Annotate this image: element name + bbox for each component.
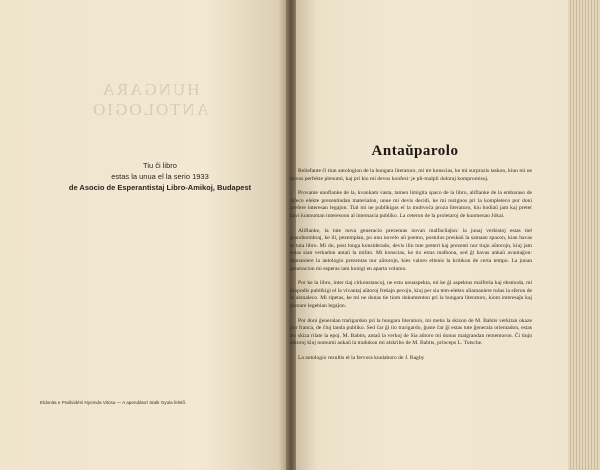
paragraph: La antologio rezultis el la fervora kunlaboro de J. Bagby: [298, 354, 425, 361]
imprint-line-3: de Asocio de Esperantistaj Libro-Amikoj, Budapest: [68, 183, 252, 192]
paragraph: Reliefante ĉi tiun antologion de la hungara literaturo, mi tre konscias, ke mi surprazis taskon, kiun mi ne povos perfekte plenumi, kaj pri kio mi devos konfesi: je pli-malpli doloraj kompromisoj.: [290, 168, 532, 182]
imprint-block: [40, 160, 280, 193]
paragraph: Por doni ĝeneralan trarigardon pri la hungara literaturo, mi metis la skizon de M. Babits verkitan okaze por franca, de ĉiuj landa publiko. Sed ĉar ĝi tio trarigardo, ĝuste ĉar ĝi estas tute ĝenerala orientadon, estas tro skiza rilate la epoj. M. Babits, antaŭ la verkoj de Sia aŭtoro mi donus malgrandan rememoron. Ĉi tiujn aŭtoroj kiuj nomumi ankaŭ la tradukon mi alskribo de M. Babits, princeps L. Tutsche.: [290, 317, 532, 347]
paragraph: Por ke la libro, inter tiaj cirkonstancoj, ne estu unuaspekta, mi ke ĝi aspektus malfreŝa kaj eksmoda, mi klopodis publikigi el la vivantaj aŭtoroj freŝajn pecojn, kiuj per sia tem-elekto aliamaniere tuŝas la sferon de la aktualeco. Mi ripetas, ke mi ne donas tie tiom dokumenton pri la hungara literaturo, kiom interesaĵn kaj plezure legeblan legaĵon.: [290, 280, 532, 309]
preface-text: [290, 168, 532, 362]
page-edges: [568, 0, 600, 470]
imprint-line-1: Tiu ĉi libro: [143, 161, 177, 170]
imprint-line-2: estas la unua el la serio 1933: [111, 172, 209, 181]
left-page: [0, 0, 290, 470]
printer-footer: Eldonita e Prašvidéni Nyomda Vitcsa — A apendátori Stalk Gyula felelő.: [40, 400, 187, 405]
paragraph: Provante unuflanke de la, kvankam vasta, tamen limigita spaco de la libro, aliflanke de la embaraso de riĉeco elekte prezentindan materialon, unue mi devis decidi, ke mi rezignos pri la kompleteco por doni prefere interesan legaĵon. Tial mi ne publikigas el la multvoĉa proza literaturo, kiu hodiaŭ jam kaj preter havi kunnuman interesoon al internacia publiko. La ceteron de la proletaroj de kunmenao Jókai.: [290, 190, 532, 219]
page-title: Antaŭparolo: [371, 143, 459, 159]
paragraph: Aliflanke, la tute nova generacio prezentas novan malfacilaĵon: la junaj verkistoj estas tiel grandnombraj, ke ili, pezemplan, po unu novelo aŭ poemo, postulus preskaŭ la samaan spacon, kian havas la tuta libro. Mi do, post longa konsiderado, devis ilin tute preteri kaj prezenti nur tiujn aŭtorojn, kiuj jam estas sian verkadon antaŭ la milito. Mi konscias, ke tio estas malbona, sed ĝi havas ankaŭ avantaĝon: tiamaniere la antologio prezentas nur aŭtorojn, kies valoro eltenis la kritikon de certa tempo. La junan generacion mi esperas iam konigi en aparta volumo.: [290, 227, 532, 272]
show-through-title: HUNGARA ANTOLOGIO: [91, 80, 209, 119]
